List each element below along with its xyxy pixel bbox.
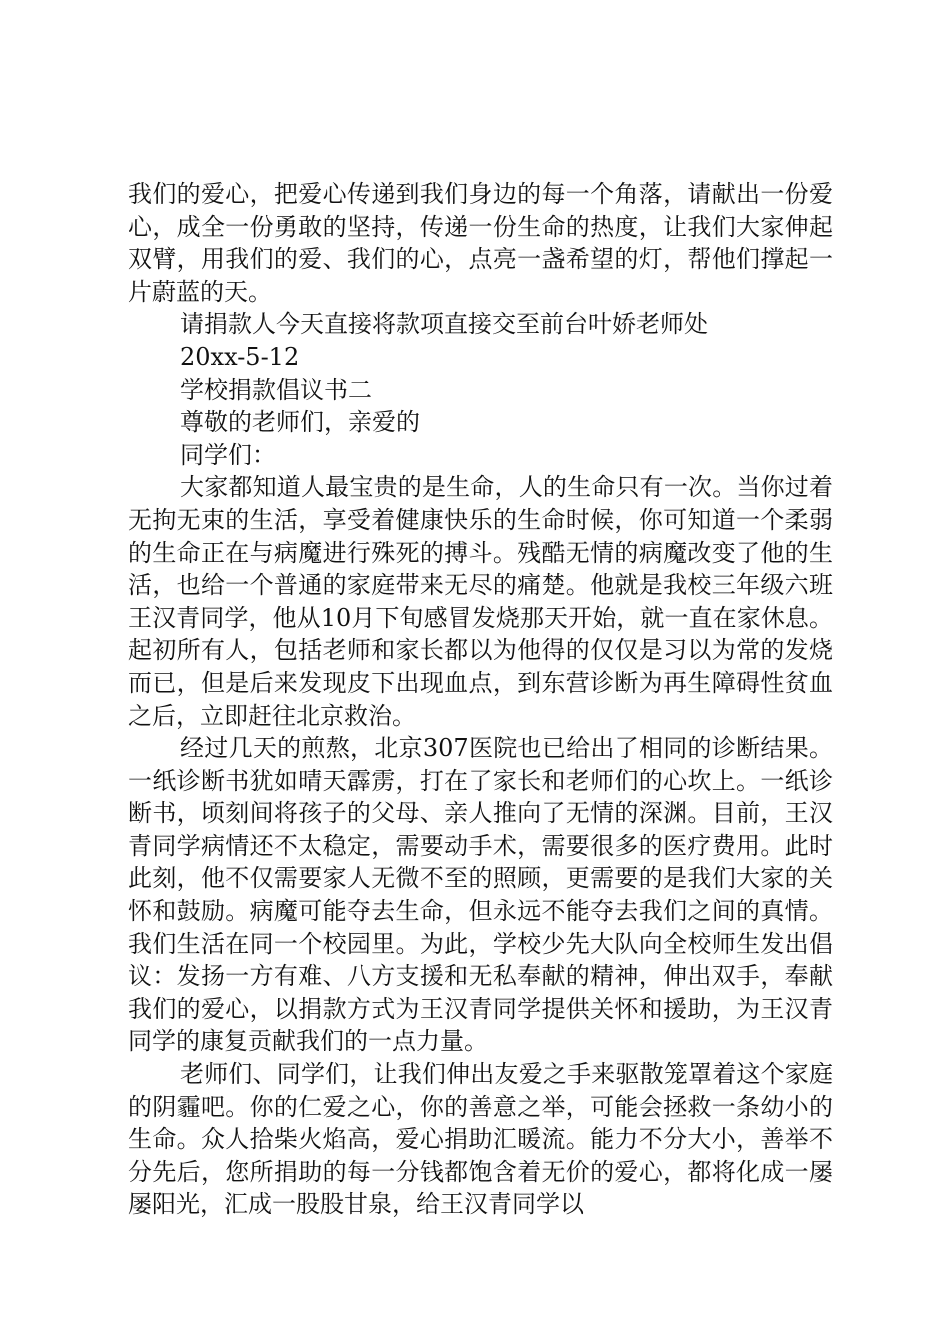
paragraph-body: 老师们、同学们，让我们伸出友爱之手来驱散笼罩着这个家庭的阴霾吧。你的仁爱之心，你的善意之举，可能会拯救一条幼小的生命。众人拾柴火焰高，爱心捐助汇暖流。能力不分大小，善举不分先后，您所捐助的每一分钱都饱含着无价的爱心，都将化成一屡屡阳光，汇成一股股甘泉，给王汉青同学以: [128, 1060, 833, 1219]
paragraph-body: 大家都知道人最宝贵的是生命，人的生命只有一次。当你过着无拘无束的生活，享受着健康快乐的生命时候，你可知道一个柔弱的生命正在与病魔进行殊死的搏斗。残酷无情的病魔改变了他的生活，也给一个普通的家庭带来无尽的痛楚。他就是我校三年级六班王汉青同学，他从10月下旬感冒发烧那天开始，就一直在家休息。起初所有人，包括老师和家长都以为他得的仅仅是习以为常的发烧而已，但是后来发现皮下出现血点，到东营诊断为再生障碍性贫血之后，立即赶往北京救治。: [128, 473, 833, 730]
document-page: [128, 178, 833, 1221]
salutation-teachers: 尊敬的老师们，亲爱的: [180, 408, 420, 437]
paragraph-continuation: 我们的爱心，把爱心传递到我们身边的每一个角落，请献出一份爱心，成全一份勇敢的坚持，传递一份生命的热度，让我们大家伸起双臂，用我们的爱、我们的心，点亮一盏希望的灯，帮他们撑起一片蔚蓝的天。: [128, 180, 833, 306]
paragraph-body: 经过几天的煎熬，北京307医院也已给出了相同的诊断结果。一纸诊断书犹如晴天霹雳，打在了家长和老师们的心坎上。一纸诊断书，顷刻间将孩子的父母、亲人推向了无情的深渊。目前，王汉青同学病情还不太稳定，需要动手术，需要很多的医疗费用。此时此刻，他不仅需要家人无微不至的照顾，更需要的是我们大家的关怀和鼓励。病魔可能夺去生命，但永远不能夺去我们之间的真情。我们生活在同一个校园里。为此，学校少先大队向全校师生发出倡议：发扬一方有难、八方支援和无私奉献的精神，伸出双手，奉献我们的爱心，以捐款方式为王汉青同学提供关怀和援助，为王汉青同学的康复贡献我们的一点力量。: [128, 734, 833, 1056]
donation-instruction: 请捐款人今天直接将款项直接交至前台叶娇老师处: [180, 310, 708, 339]
section-title: 学校捐款倡议书二: [180, 375, 372, 404]
date-line: 20xx-5-12: [180, 342, 300, 371]
salutation-students: 同学们：: [180, 440, 276, 469]
